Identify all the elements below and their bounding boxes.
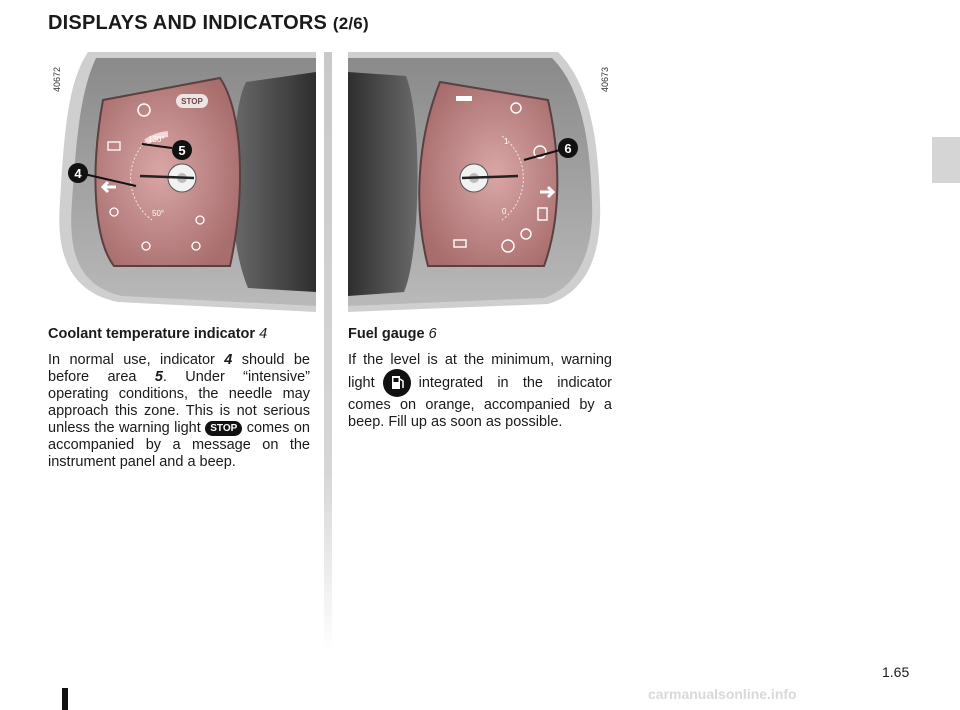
coolant-text-b: should be before area bbox=[48, 352, 310, 385]
coolant-gauge-figure bbox=[48, 52, 316, 312]
fuel-section bbox=[348, 326, 612, 440]
column-divider bbox=[324, 52, 332, 652]
page-title-text: DISPLAYS AND INDICATORS bbox=[48, 12, 328, 34]
fuel-heading bbox=[348, 326, 612, 343]
coolant-heading-ref: 4 bbox=[259, 326, 268, 342]
page-title bbox=[48, 12, 369, 35]
figure-reference: 40672 bbox=[52, 66, 62, 92]
coolant-text-d: comes on accompanied by a message on the instrument panel and a beep. bbox=[48, 420, 310, 470]
callout-6: 6 bbox=[564, 141, 572, 156]
ref-4: 4 bbox=[224, 352, 233, 368]
figure-reference: 40673 bbox=[600, 66, 610, 92]
stop-label: STOP bbox=[181, 97, 203, 106]
coolant-text-c: . Under “intensive” operating conditions, the needle may approach this zone. This is not serious unless the warning light bbox=[48, 369, 310, 436]
temp-130-label: 130° bbox=[148, 135, 165, 144]
fuel-gauge-figure bbox=[348, 52, 616, 312]
watermark: carmanualsonline.info bbox=[648, 686, 797, 702]
section-tab bbox=[932, 137, 960, 183]
corner-mark bbox=[62, 688, 68, 710]
temp-50-label: 50° bbox=[152, 209, 165, 218]
ref-5: 5 bbox=[154, 369, 163, 385]
fuel-text-b: integrated in the indicator comes on orange, accompanied by a beep. Fill up as soon as possible. bbox=[348, 374, 612, 430]
stop-warning-icon: STOP bbox=[205, 421, 242, 436]
callout-4: 4 bbox=[74, 166, 82, 181]
page-number: 1.65 bbox=[882, 664, 910, 680]
fuel-heading-text: Fuel gauge bbox=[348, 326, 425, 342]
fuel-text-a: If the level is at the minimum, warning light bbox=[348, 352, 612, 391]
fuel-full-label: 1 bbox=[504, 137, 509, 146]
coolant-section bbox=[48, 326, 310, 480]
page-title-part: (2/6) bbox=[332, 14, 369, 33]
fuel-heading-ref: 6 bbox=[428, 326, 437, 342]
coolant-heading bbox=[48, 326, 310, 343]
coolant-paragraph bbox=[48, 352, 310, 471]
callout-5: 5 bbox=[178, 143, 186, 158]
fuel-empty-label: 0 bbox=[502, 207, 507, 216]
wrench-icon bbox=[456, 96, 472, 101]
fuel-paragraph bbox=[348, 352, 612, 431]
coolant-heading-text: Coolant temperature indicator bbox=[48, 326, 256, 342]
coolant-text-a: In normal use, indicator bbox=[48, 352, 225, 368]
fuel-pump-warning-icon bbox=[383, 369, 411, 397]
